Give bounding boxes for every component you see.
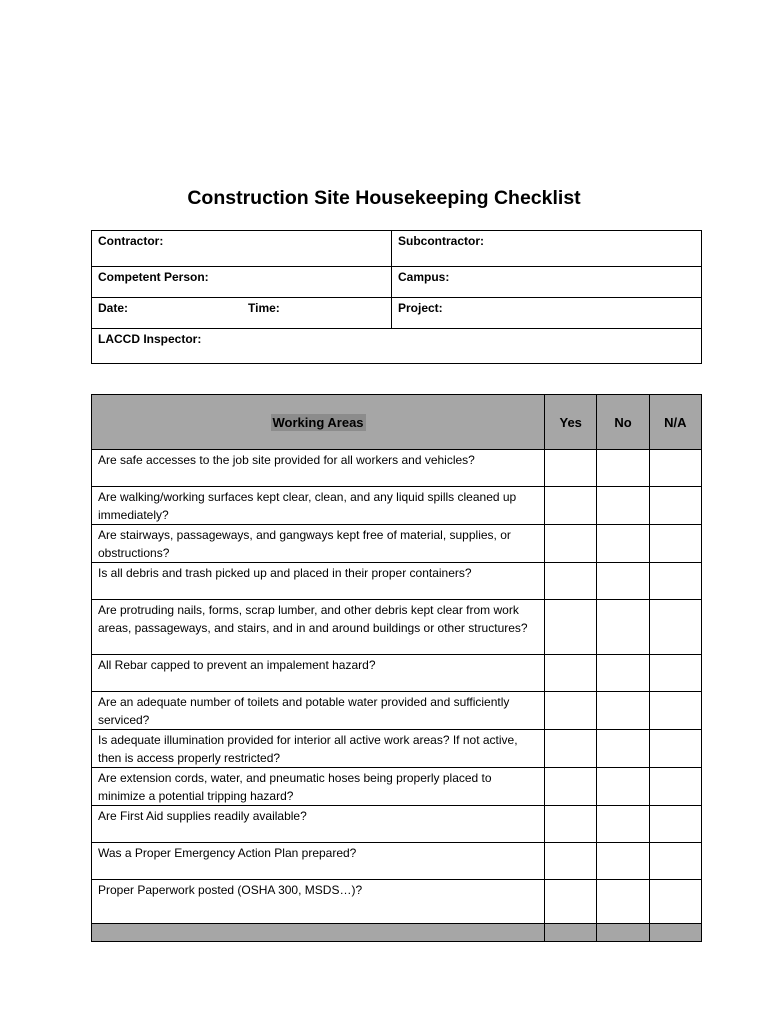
no-cell[interactable] (597, 600, 649, 655)
project-field[interactable] (392, 298, 702, 329)
page-title: Construction Site Housekeeping Checklist (187, 187, 581, 209)
subcontractor-label: Subcontractor: (398, 234, 485, 248)
table-footer-row (92, 924, 702, 942)
table-row (92, 563, 702, 600)
na-cell[interactable] (649, 525, 701, 563)
campus-field[interactable] (392, 267, 702, 298)
yes-cell[interactable] (545, 487, 597, 525)
footer-cell (545, 924, 597, 942)
na-cell[interactable] (649, 600, 701, 655)
campus-label: Campus: (398, 270, 450, 284)
yes-cell[interactable] (545, 692, 597, 730)
no-cell[interactable] (597, 655, 649, 692)
no-cell[interactable] (597, 563, 649, 600)
na-cell[interactable] (649, 450, 701, 487)
no-cell[interactable] (597, 768, 649, 806)
question-text: Are protruding nails, forms, scrap lumber, and other debris kept clear from work areas, passageways, and stairs, and in and around buildings or other structures? (92, 600, 545, 655)
question-text: Is adequate illumination provided for interior all active work areas? If not active, then is access properly restricted? (92, 730, 545, 768)
no-cell[interactable] (597, 487, 649, 525)
question-text: Are stairways, passageways, and gangways kept free of material, supplies, or obstructions? (92, 525, 545, 563)
question-text: All Rebar capped to prevent an impalement hazard? (92, 655, 545, 692)
footer-cell (92, 924, 545, 942)
subcontractor-field[interactable] (392, 231, 702, 267)
working-areas-label: Working Areas (272, 414, 364, 430)
na-cell[interactable] (649, 843, 701, 880)
project-label: Project: (398, 301, 443, 315)
table-row (92, 487, 702, 525)
table-row (92, 880, 702, 924)
na-cell[interactable] (649, 692, 701, 730)
no-cell[interactable] (597, 692, 649, 730)
no-cell[interactable] (597, 806, 649, 843)
yes-cell[interactable] (545, 525, 597, 563)
footer-cell (649, 924, 701, 942)
date-time-field[interactable] (92, 298, 392, 329)
competent-person-label: Competent Person: (98, 270, 209, 284)
time-label: Time: (248, 301, 280, 315)
working-areas-header (92, 395, 545, 450)
inspector-label: LACCD Inspector: (98, 332, 202, 346)
question-text: Proper Paperwork posted (OSHA 300, MSDS…)? (92, 880, 545, 924)
question-text: Are safe accesses to the job site provided for all workers and vehicles? (92, 450, 545, 487)
table-row (92, 692, 702, 730)
date-label: Date: (98, 301, 129, 315)
table-row (92, 843, 702, 880)
table-row (92, 450, 702, 487)
contractor-field[interactable] (92, 231, 392, 267)
na-cell[interactable] (649, 655, 701, 692)
yes-cell[interactable] (545, 843, 597, 880)
site-info-table (91, 230, 702, 364)
na-cell[interactable] (649, 730, 701, 768)
no-cell[interactable] (597, 450, 649, 487)
footer-cell (597, 924, 649, 942)
question-text: Are extension cords, water, and pneumatic hoses being properly placed to minimize a potential tripping hazard? (92, 768, 545, 806)
no-cell[interactable] (597, 880, 649, 924)
question-text: Are walking/working surfaces kept clear, clean, and any liquid spills cleaned up immediately? (92, 487, 545, 525)
na-header: N/A (649, 395, 701, 450)
table-row (92, 600, 702, 655)
question-text: Is all debris and trash picked up and placed in their proper containers? (92, 563, 545, 600)
na-cell[interactable] (649, 487, 701, 525)
yes-cell[interactable] (545, 450, 597, 487)
table-row (92, 806, 702, 843)
na-cell[interactable] (649, 806, 701, 843)
na-cell[interactable] (649, 563, 701, 600)
yes-cell[interactable] (545, 768, 597, 806)
yes-header: Yes (545, 395, 597, 450)
yes-cell[interactable] (545, 730, 597, 768)
no-cell[interactable] (597, 843, 649, 880)
na-cell[interactable] (649, 880, 701, 924)
question-text: Are an adequate number of toilets and potable water provided and sufficiently serviced? (92, 692, 545, 730)
na-cell[interactable] (649, 768, 701, 806)
checklist-table (91, 394, 702, 942)
yes-cell[interactable] (545, 600, 597, 655)
table-row (92, 730, 702, 768)
competent-person-field[interactable] (92, 267, 392, 298)
inspector-field[interactable] (92, 329, 702, 364)
yes-cell[interactable] (545, 806, 597, 843)
table-row (92, 525, 702, 563)
no-cell[interactable] (597, 525, 649, 563)
yes-cell[interactable] (545, 655, 597, 692)
no-header: No (597, 395, 649, 450)
question-text: Are First Aid supplies readily available? (92, 806, 545, 843)
question-text: Was a Proper Emergency Action Plan prepared? (92, 843, 545, 880)
table-row (92, 655, 702, 692)
table-row (92, 768, 702, 806)
no-cell[interactable] (597, 730, 649, 768)
yes-cell[interactable] (545, 880, 597, 924)
contractor-label: Contractor: (98, 234, 164, 248)
yes-cell[interactable] (545, 563, 597, 600)
